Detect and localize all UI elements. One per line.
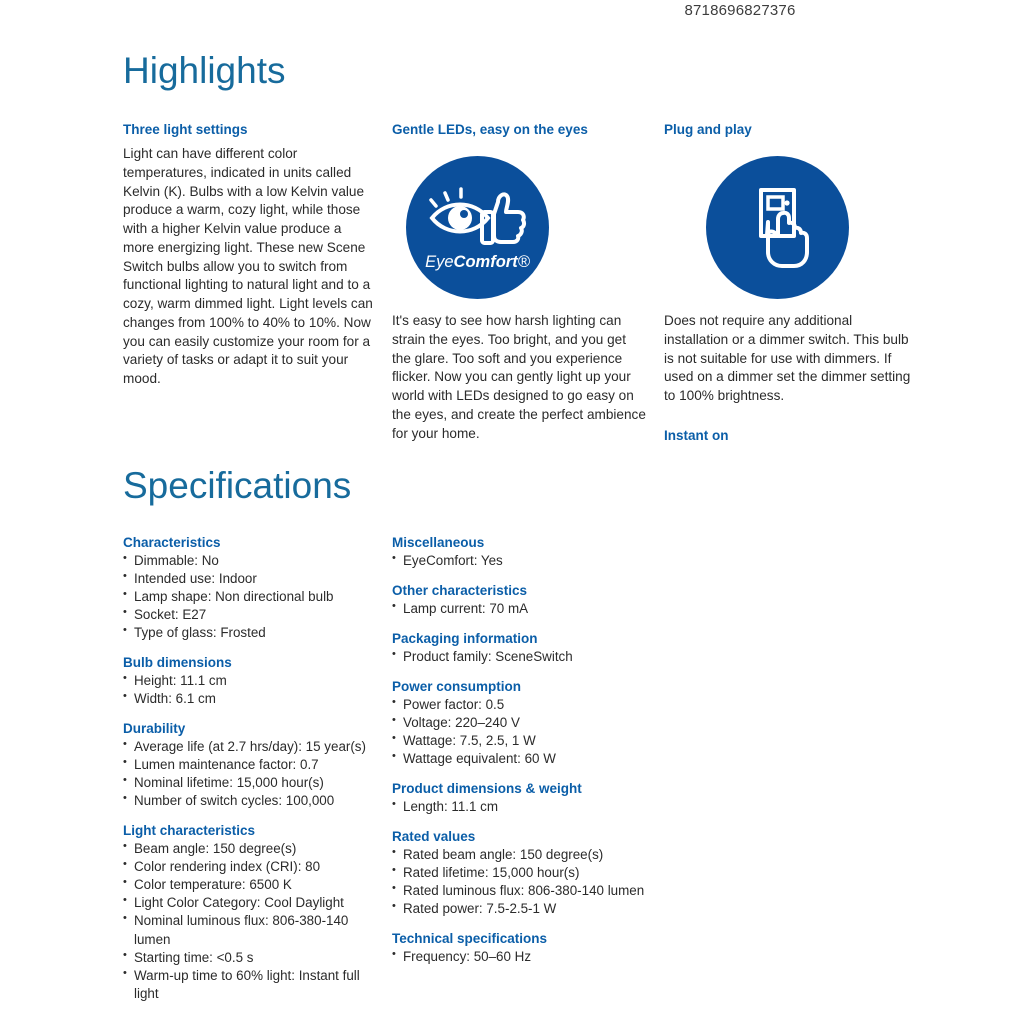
spec-group-miscellaneous: [392, 535, 654, 570]
spec-group-product-dimensions-weight: [392, 781, 654, 816]
spec-group-heading: Other characteristics: [392, 583, 528, 599]
spec-group-heading: Characteristics: [123, 535, 221, 550]
spec-group-heading: Durability: [123, 721, 186, 737]
highlight-heading: Plug and play: [664, 122, 752, 137]
spec-group-technical-specifications: [392, 931, 654, 966]
spec-item: • Rated luminous flux: 806-380-140 lumen: [392, 882, 654, 900]
eyecomfort-label-prefix: Eye: [425, 253, 454, 272]
spec-group-bulb-dimensions: [123, 655, 378, 708]
eyecomfort-label-mark: ®: [517, 253, 530, 272]
spec-list: [392, 552, 654, 570]
highlight-body: It's easy to see how harsh lighting can strain the eyes. Too bright, and you get the glare. Too soft and you experience flicker. Now you can gently light up your world with LEDs designed to go easy on the eyes, and create the perfect ambience for your home.: [392, 313, 646, 441]
spec-list: [392, 600, 654, 618]
spec-list: [123, 672, 378, 708]
specifications-right-column: [392, 535, 654, 979]
spec-item: • Rated power: 7.5-2.5-1 W: [392, 900, 654, 918]
spec-group-power-consumption: [392, 679, 654, 768]
spec-item: • Width: 6.1 cm: [123, 690, 378, 708]
spec-item: • Color temperature: 6500 K: [123, 876, 378, 894]
spec-item: • Product family: SceneSwitch: [392, 648, 654, 666]
highlight-body: Does not require any additional installation or a dimmer switch. This bulb is not suitable for use with dimmers. If used on a dimmer set the dimmer setting to 100% brightness.: [664, 313, 911, 404]
spec-item: • Light Color Category: Cool Daylight: [123, 894, 378, 912]
spec-list: [392, 648, 654, 666]
spec-item: • Voltage: 220–240 V: [392, 714, 654, 732]
spec-item: • Height: 11.1 cm: [123, 672, 378, 690]
spec-group-light-characteristics: [123, 823, 378, 1002]
spec-item: • Rated lifetime: 15,000 hour(s): [392, 864, 654, 882]
highlight-heading: Three light settings: [123, 122, 248, 137]
spec-item: • EyeComfort: Yes: [392, 552, 654, 570]
highlight-column-three-light-settings: [123, 121, 375, 389]
spec-group-rated-values: [392, 829, 654, 918]
spec-group-heading: Bulb dimensions: [123, 655, 232, 671]
spec-item: • Wattage equivalent: 60 W: [392, 750, 654, 768]
spec-group-heading: Power consumption: [392, 679, 522, 695]
spec-item: • Beam angle: 150 degree(s): [123, 840, 378, 858]
spec-item: • Power factor: 0.5: [392, 696, 654, 714]
spec-item: • Frequency: 50–60 Hz: [392, 948, 654, 966]
hand-switch-icon: [706, 156, 849, 299]
spec-item: • Intended use: Indoor: [123, 570, 378, 588]
spec-item: • Dimmable: No: [123, 552, 378, 570]
ean-code: [0, 2, 1024, 19]
instant-on-link[interactable]: Instant on: [664, 427, 729, 443]
spec-group-heading: Miscellaneous: [392, 535, 485, 550]
spec-item: • Number of switch cycles: 100,000: [123, 792, 378, 810]
spec-group-packaging-information: [392, 631, 654, 666]
spec-item: • Lamp shape: Non directional bulb: [123, 588, 378, 606]
eyecomfort-badge: [406, 156, 549, 299]
spec-list: [392, 846, 654, 918]
spec-group-other-characteristics: [392, 583, 654, 618]
spec-item: • Lumen maintenance factor: 0.7: [123, 756, 378, 774]
spec-item: • Socket: E27: [123, 606, 378, 624]
spec-item: • Wattage: 7.5, 2.5, 1 W: [392, 732, 654, 750]
spec-item: • Rated beam angle: 150 degree(s): [392, 846, 654, 864]
spec-list: [123, 738, 378, 810]
spec-item: • Nominal lifetime: 15,000 hour(s): [123, 774, 378, 792]
spec-item: • Warm-up time to 60% light: Instant full light: [123, 967, 378, 1003]
ean-code-value: 8718696827376: [684, 2, 796, 19]
spec-list: [392, 948, 654, 966]
spec-list: [123, 840, 378, 1002]
spec-item: • Length: 11.1 cm: [392, 798, 654, 816]
highlights-section-title: Highlights: [123, 50, 286, 91]
spec-group-heading: Technical specifications: [392, 931, 548, 947]
eye-thumbsup-icon: [406, 156, 549, 299]
spec-list: [123, 552, 378, 642]
eyecomfort-badge-label: [406, 253, 549, 272]
spec-list: [392, 696, 654, 768]
eyecomfort-label-suffix: Comfort: [453, 253, 518, 272]
spec-group-durability: [123, 721, 378, 810]
spec-group-heading: Light characteristics: [123, 823, 256, 839]
spec-list: [392, 798, 654, 816]
spec-item: • Average life (at 2.7 hrs/day): 15 year(s): [123, 738, 378, 756]
plug-and-play-badge: [706, 156, 849, 299]
specifications-left-column: [123, 535, 378, 1016]
highlight-column-plug-and-play: [664, 121, 912, 443]
spec-item: • Lamp current: 70 mA: [392, 600, 654, 618]
spec-item: • Type of glass: Frosted: [123, 624, 378, 642]
spec-group-heading: Rated values: [392, 829, 476, 845]
spec-item: • Nominal luminous flux: 806-380-140 lumen: [123, 912, 378, 948]
highlight-column-gentle-leds: [392, 121, 647, 443]
spec-group-heading: Packaging information: [392, 631, 538, 647]
highlight-heading: Gentle LEDs, easy on the eyes: [392, 122, 588, 137]
spec-group-heading: Product dimensions & weight: [392, 781, 582, 797]
spec-group-characteristics: [123, 535, 378, 642]
specifications-section-title: Specifications: [123, 465, 352, 506]
spec-item: • Starting time: <0.5 s: [123, 949, 378, 967]
highlight-body: Light can have different color temperatures, indicated in units called Kelvin (K). Bulbs with a low Kelvin value produce a warm, cozy light, while those with a higher Kelvin value produce a more energizing light. These new Scene Switch bulbs allow you to switch from functional lighting to natural light and to a cozy, warm dimmed light. Light levels can changes from 100% to 40% to 10%. Now you can easily customize your room for a variety of tasks or adapt it to suit your mood.: [123, 146, 373, 387]
spec-item: • Color rendering index (CRI): 80: [123, 858, 378, 876]
